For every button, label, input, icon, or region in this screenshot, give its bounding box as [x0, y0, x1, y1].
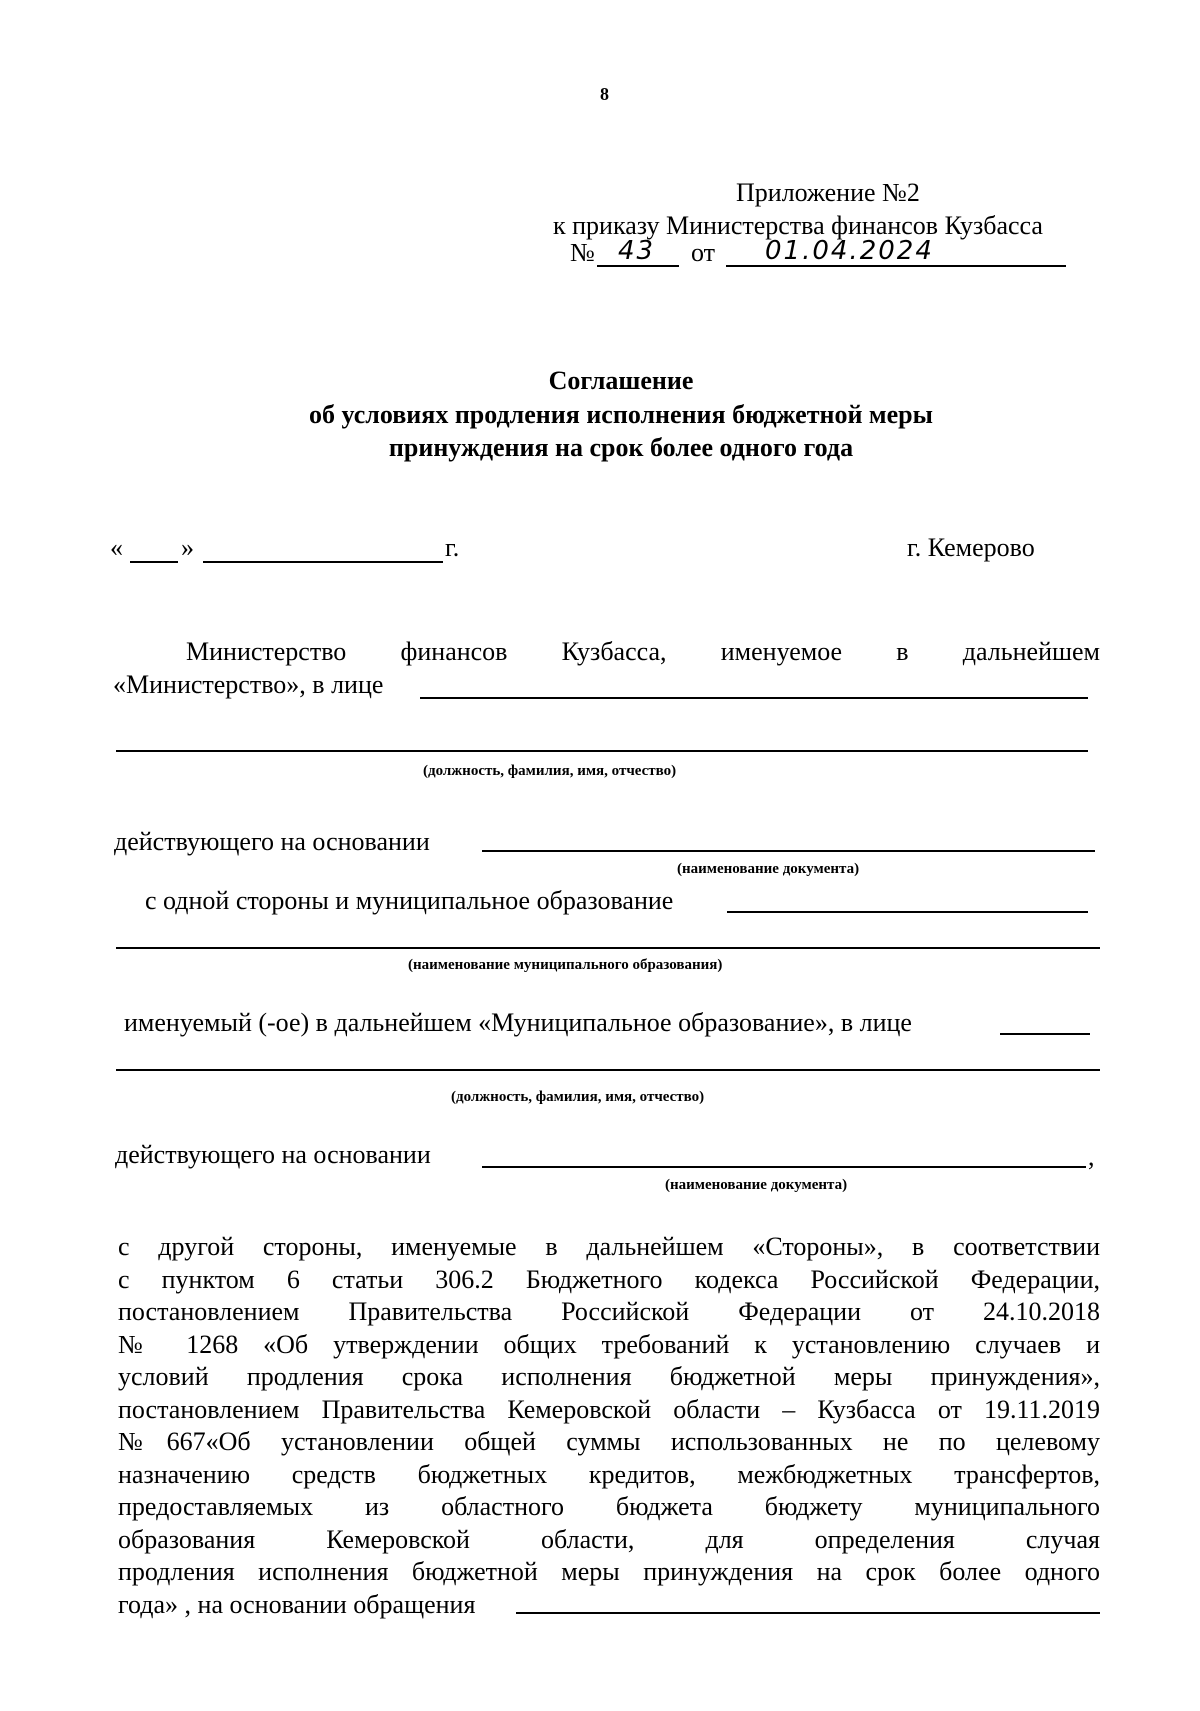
- party1-word: Министерство: [186, 637, 347, 666]
- party2-municipality-blank: [727, 911, 1088, 913]
- party1-word: именуемое: [720, 637, 843, 666]
- body-last-line: года» , на основании обращения: [118, 1589, 476, 1619]
- body-line: с другой стороны, именуемые в дальнейшем «Стороны», в соответствии: [118, 1232, 1100, 1261]
- order-number-label: №: [570, 238, 595, 267]
- heading-subtitle-1: об условиях продления исполнения бюджетной меры: [309, 400, 933, 429]
- party1-representative-blank-2: [116, 750, 1088, 752]
- party1-basis-blank: [482, 850, 1095, 852]
- party2-caption-municipality: (наименование муниципального образования): [408, 957, 723, 973]
- party2-municipality-blank-2: [116, 947, 1100, 949]
- party1-basis-label: действующего на основании: [114, 827, 430, 856]
- party2-caption-document: (наименование документа): [665, 1177, 848, 1193]
- party2-representative-blank: [1000, 1033, 1090, 1035]
- date-close-quote: »: [181, 533, 194, 562]
- body-line: предоставляемых из областного бюджета бюджету муниципального: [118, 1492, 1100, 1521]
- heading-title: Соглашение: [548, 366, 694, 395]
- party2-line1: с одной стороны и муниципальное образование: [145, 886, 674, 915]
- body-line: образования Кемеровской области, для определения случая: [118, 1524, 1100, 1554]
- party2-basis-blank: [482, 1166, 1086, 1168]
- party1-word: финансов: [400, 637, 508, 666]
- order-date-label: от: [691, 238, 716, 267]
- body-line: с пунктом 6 статьи 306.2 Бюджетного кодекса Российской Федерации,: [118, 1264, 1100, 1294]
- page-number: 8: [600, 84, 609, 104]
- appendix-order-line: к приказу Министерства финансов Кузбасса: [553, 211, 1043, 240]
- agreement-body-paragraph: [118, 1231, 1100, 1621]
- order-number-value: 43: [618, 236, 656, 266]
- body-line: постановлением Правительства Кемеровской области – Кузбасса от 19.11.2019: [118, 1394, 1100, 1424]
- date-day-blank: [130, 561, 178, 563]
- party2-named-line: именуемый (-ое) в дальнейшем «Муниципальное образование», в лице: [124, 1008, 912, 1037]
- request-blank: [516, 1612, 1100, 1614]
- heading-subtitle-2: принуждения на срок более одного года: [388, 433, 854, 462]
- city-name: г. Кемерово: [907, 533, 1035, 562]
- party2-basis-comma: ,: [1088, 1142, 1095, 1171]
- party1-word: в: [896, 637, 909, 666]
- party1-word: дальнейшем: [962, 637, 1100, 666]
- appendix-title: Приложение №2: [736, 178, 920, 207]
- party1-line1: [186, 637, 1100, 667]
- date-open-quote: «: [110, 533, 123, 562]
- body-line: № 1268 «Об утверждении общих требований к установлению случаев и: [118, 1329, 1100, 1359]
- party1-word: Кузбасса,: [561, 637, 667, 666]
- date-month-blank: [203, 561, 443, 563]
- body-line: постановлением Правительства Российской Федерации от 24.10.2018: [118, 1297, 1100, 1326]
- party1-representative-blank: [420, 697, 1088, 699]
- body-line: назначению средств бюджетных кредитов, межбюджетных трансфертов,: [118, 1459, 1100, 1489]
- body-line: №667«Об установлении общей суммы использованных не по целевому: [118, 1427, 1100, 1456]
- body-line: условий продления срока исполнения бюджетной меры принуждения»,: [118, 1362, 1100, 1391]
- date-year-suffix: г.: [445, 533, 460, 562]
- party2-basis-label: действующего на основании: [115, 1140, 431, 1169]
- party1-line2: «Министерство», в лице: [113, 670, 384, 699]
- body-line: продления исполнения бюджетной меры принуждения на срок более одного: [118, 1557, 1100, 1586]
- order-date-value: 01.04.2024: [765, 236, 934, 266]
- party1-caption-document: (наименование документа): [677, 861, 860, 877]
- party1-caption-person: (должность, фамилия, имя, отчество): [423, 763, 677, 779]
- party2-caption-person: (должность, фамилия, имя, отчество): [451, 1089, 705, 1105]
- party2-representative-blank-2: [116, 1069, 1100, 1071]
